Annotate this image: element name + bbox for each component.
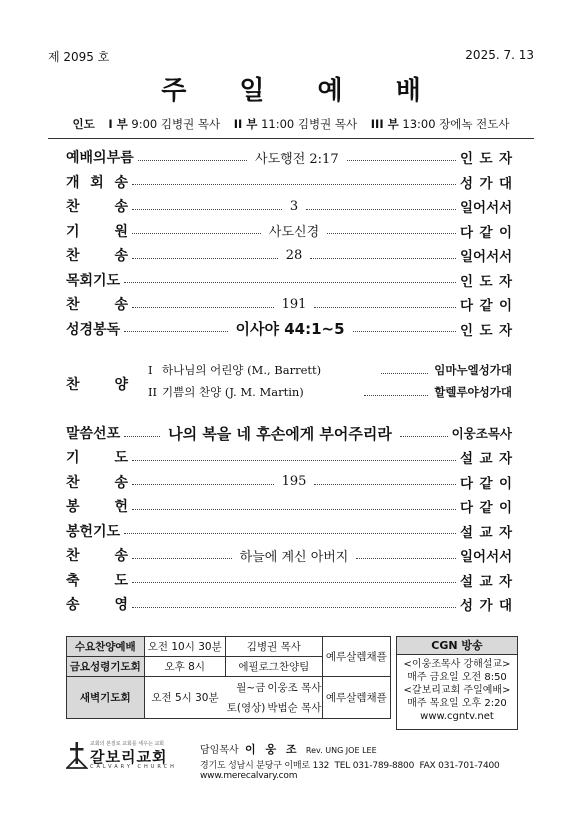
label-char: 자 [498,322,512,339]
schedule-name: 수요찬양예배 [67,637,145,657]
label-char: 송 [114,297,128,313]
leader-dots [124,533,456,534]
label-char: 자 [498,451,512,467]
label-char: 송 [114,548,128,564]
label-char: 송 [114,474,128,491]
schedule-name: 새벽기도회 [67,677,145,719]
sermon-row [66,422,512,444]
logo-english: CALVARY CHURCH [90,764,177,770]
label-char: 봉 [66,499,80,515]
service-times [0,116,582,132]
anthem-song [148,362,512,378]
leader-dots [347,160,456,161]
label-char: 헌 [114,499,128,515]
order-participant [460,172,512,192]
order-row [66,269,512,291]
page-title: 주 일 예 배 [161,76,443,106]
label-char: 인 [460,273,474,290]
schedule-days: 토(영상) [225,698,267,719]
cgn-broadcast-box [396,636,518,730]
leader-dots [356,558,456,559]
schedule-time: 오전 10시 30분 [144,637,225,657]
issue-number: 제 2095 호 [48,50,110,64]
song-title: 기쁨의 찬양 (J. M. Martin) [162,385,304,399]
order-label [66,472,128,492]
song-number: I [148,363,153,377]
order-row [66,244,512,266]
leader-dots [124,282,456,283]
cgn-line: <갈보리교회 주일예배> [403,685,511,696]
order-detail: 28 [285,247,303,263]
order-label [66,172,128,192]
leader-dots [132,209,282,210]
label-char: 성 [460,598,474,614]
pastor-name: 이 웅 조 [245,743,300,756]
label-char: 찬 [66,297,80,313]
schedule-leader: 에필로그찬양팀 [225,657,322,677]
order-detail: 195 [281,474,307,489]
bulletin-date: 2025. 7. 13 [465,48,534,62]
cgn-line: 매주 금요일 오전 8:50 [407,672,507,683]
label-char: 송 [114,174,128,191]
order-row [66,593,512,615]
order-participant [460,270,512,290]
leader-dots [132,558,232,559]
song-number: II [148,385,158,399]
cgn-line: <이웅조목사 강해설교> [403,659,511,670]
order-participant: 일어서서 [460,249,513,265]
contact-line [200,758,582,781]
schedule-place: 예루살렘채플 [322,637,390,677]
fax: FAX 031-701-7400 [419,761,500,771]
label-char: 찬 [66,248,80,264]
label-char: 가 [479,175,493,192]
label-char: 목사 [487,426,512,441]
order-participant [460,319,512,339]
order-row [66,495,512,517]
order-row [66,318,512,340]
telephone: TEL 031-789-8800 [334,761,415,771]
leader-dots [364,395,428,396]
weekly-schedule-table [66,636,391,719]
leader-dots [400,436,448,437]
label-char: 인 [460,151,474,167]
label-char: 축 [66,572,80,589]
order-participant: 일어서서 [460,200,513,216]
leader-dots [327,233,456,234]
label-char: 도 [479,322,493,339]
service2-leader: 김병권 목사 [297,117,358,131]
label-char: 송 [66,597,80,613]
service1-label: I 부 [108,117,128,131]
service3-time: 13:00 [402,117,436,131]
order-detail: 191 [281,296,307,312]
anthem-label [66,374,128,394]
order-row [66,146,512,168]
label-char: 자 [498,151,512,167]
logo-tagline: 교회의 본질로 교회를 세우는 교회 [90,741,164,747]
order-row [66,569,512,591]
order-row [66,471,512,493]
order-participant [460,472,512,492]
order-row [66,520,512,542]
leader-dots [314,484,456,485]
leader-dots [306,209,456,210]
leader-dots [132,582,456,583]
label-char: 같 [479,475,493,492]
service3-label: III 부 [370,117,399,131]
sermon-title: 나의 복을 네 후손에게 부어주리라 [168,424,392,443]
leader-dots [314,307,456,308]
order-label [66,221,128,241]
label-char: 도 [114,572,128,589]
label-char: 이 [498,475,512,492]
order-participant [460,447,512,467]
label-char: 성 [460,175,474,192]
leader-dots [132,233,261,234]
order-row [66,293,512,315]
leader-dots [132,184,456,185]
label-char: 찬 [66,548,80,564]
order-row [66,220,512,242]
pastor-line [200,741,377,757]
order-label [66,594,128,614]
order-row [66,446,512,468]
order-participant: 일어서서 [460,549,513,565]
service1-leader: 김병권 목사 [160,117,221,131]
order-label: 예배의부름 [66,150,134,166]
label-char: 찬 [66,199,80,215]
sermon-preacher [452,424,512,442]
order-detail: 하늘에 계신 아버지 [239,549,349,565]
order-label [66,245,128,265]
service1-time: 9:00 [131,117,158,131]
label-char: 설 [460,451,474,467]
church-logo [66,740,196,772]
song-title: 하나님의 어린양 (M., Barrett) [162,363,322,377]
label-char: 송 [114,199,128,215]
leader-dots [138,160,247,161]
label-char: 같 [479,298,493,314]
cgn-title: CGN 방송 [397,637,517,655]
label-char: 개 [66,174,80,191]
label-char: 교 [479,524,493,541]
label-char: 이 [498,298,512,314]
label-char: 다 [460,500,474,516]
order-label: 성경봉독 [66,321,121,338]
order-row [66,544,512,566]
order-label [66,447,128,467]
order-label: 목회기도 [66,272,121,289]
label-char: 원 [114,223,128,240]
pastor-title: 담임목사 [200,745,239,756]
leader-dots [132,307,274,308]
service3-leader: 장에녹 전도사 [439,117,510,131]
order-label [66,545,128,565]
order-participant [460,521,512,541]
order-label [66,294,128,314]
label-char: 다 [460,298,474,314]
leader-dots [132,509,456,510]
schedule-time: 오후 8시 [144,657,225,677]
anthem-label-char-2: 양 [114,377,128,393]
anthem-label-char-1: 찬 [66,377,80,393]
order-participant [460,570,512,590]
pastor-english: Rev. UNG JOE LEE [305,746,377,755]
leader-dots [132,258,278,259]
leader-dots [381,373,428,374]
label-char: 인 [460,322,474,339]
order-detail: 3 [289,198,299,214]
schedule-leader: 박범순 목사 [267,698,322,719]
label-char: 기 [66,223,80,240]
schedule-place: 예루살렘채플 [322,677,390,719]
address: 경기도 성남시 분당구 이매로 132 [200,761,330,771]
choir-name: 할렐루야성가대 [434,385,512,399]
label-char: 대 [498,175,512,192]
order-detail: 사도행전 2:17 [255,151,339,167]
cgn-link[interactable]: www.cgntv.net [420,711,494,722]
schedule-leader: 김병권 목사 [225,637,322,657]
label-char: 같 [479,500,493,516]
logo-name: 갈보리교회 [90,748,168,766]
label-char: 송 [114,248,128,264]
label-char: 찬 [66,474,80,491]
schedule-name: 금요성령기도회 [67,657,145,677]
leader-dots [132,460,456,461]
leader-dots [132,607,456,608]
schedule-days: 월~금 [236,681,266,694]
website-link[interactable]: www.merecalvary.com [200,771,298,781]
label-char: 자 [498,273,512,290]
schedule-leader: 이웅조 목사 [267,681,322,694]
order-row [66,171,512,193]
order-label [66,570,128,590]
label-char: 가 [479,598,493,614]
order-participant [460,594,512,614]
label-char: 이 [498,500,512,516]
label-char: 자 [498,524,512,541]
order-label [66,196,128,216]
label-char: 이 [498,224,512,241]
label-char: 교 [479,451,493,467]
service2-time: 11:00 [261,117,295,131]
label-char: 도 [114,450,128,466]
choir-name: 임마누엘성가대 [434,363,512,377]
label-char: 도 [479,273,493,290]
divider [48,138,534,139]
label-char: 영 [114,597,128,613]
sermon-label: 말씀선포 [66,426,121,442]
label-char: 이웅조 [451,426,488,441]
leader-dots [310,258,456,259]
order-detail: 이사야 44:1~5 [235,320,345,338]
intro-label: 인도 [72,117,95,131]
label-char: 대 [498,598,512,614]
order-label: 봉헌기도 [66,523,121,540]
order-row [66,195,512,217]
cgn-line: 매주 목요일 오후 2:20 [407,698,507,709]
label-char: 교 [479,573,493,590]
service2-label: II 부 [233,117,258,131]
leader-dots [353,331,456,332]
label-char: 도 [479,151,493,167]
order-detail: 사도신경 [268,225,320,240]
label-char: 기 [66,450,80,466]
order-label [66,496,128,516]
schedule-time: 오전 5시 30분 [144,677,225,719]
order-participant [460,147,512,167]
leader-dots [132,484,274,485]
order-participant [460,221,512,241]
order-participant [460,496,512,516]
label-char: 다 [460,224,474,241]
label-char: 다 [460,475,474,492]
label-char: 같 [479,224,493,241]
leader-dots [124,436,160,437]
label-char: 설 [460,573,474,590]
label-char: 자 [498,573,512,590]
anthem-song [148,384,512,400]
label-char: 설 [460,524,474,541]
order-participant [460,294,512,314]
leader-dots [124,331,227,332]
label-char: 회 [90,174,104,191]
cross-icon [66,740,88,770]
